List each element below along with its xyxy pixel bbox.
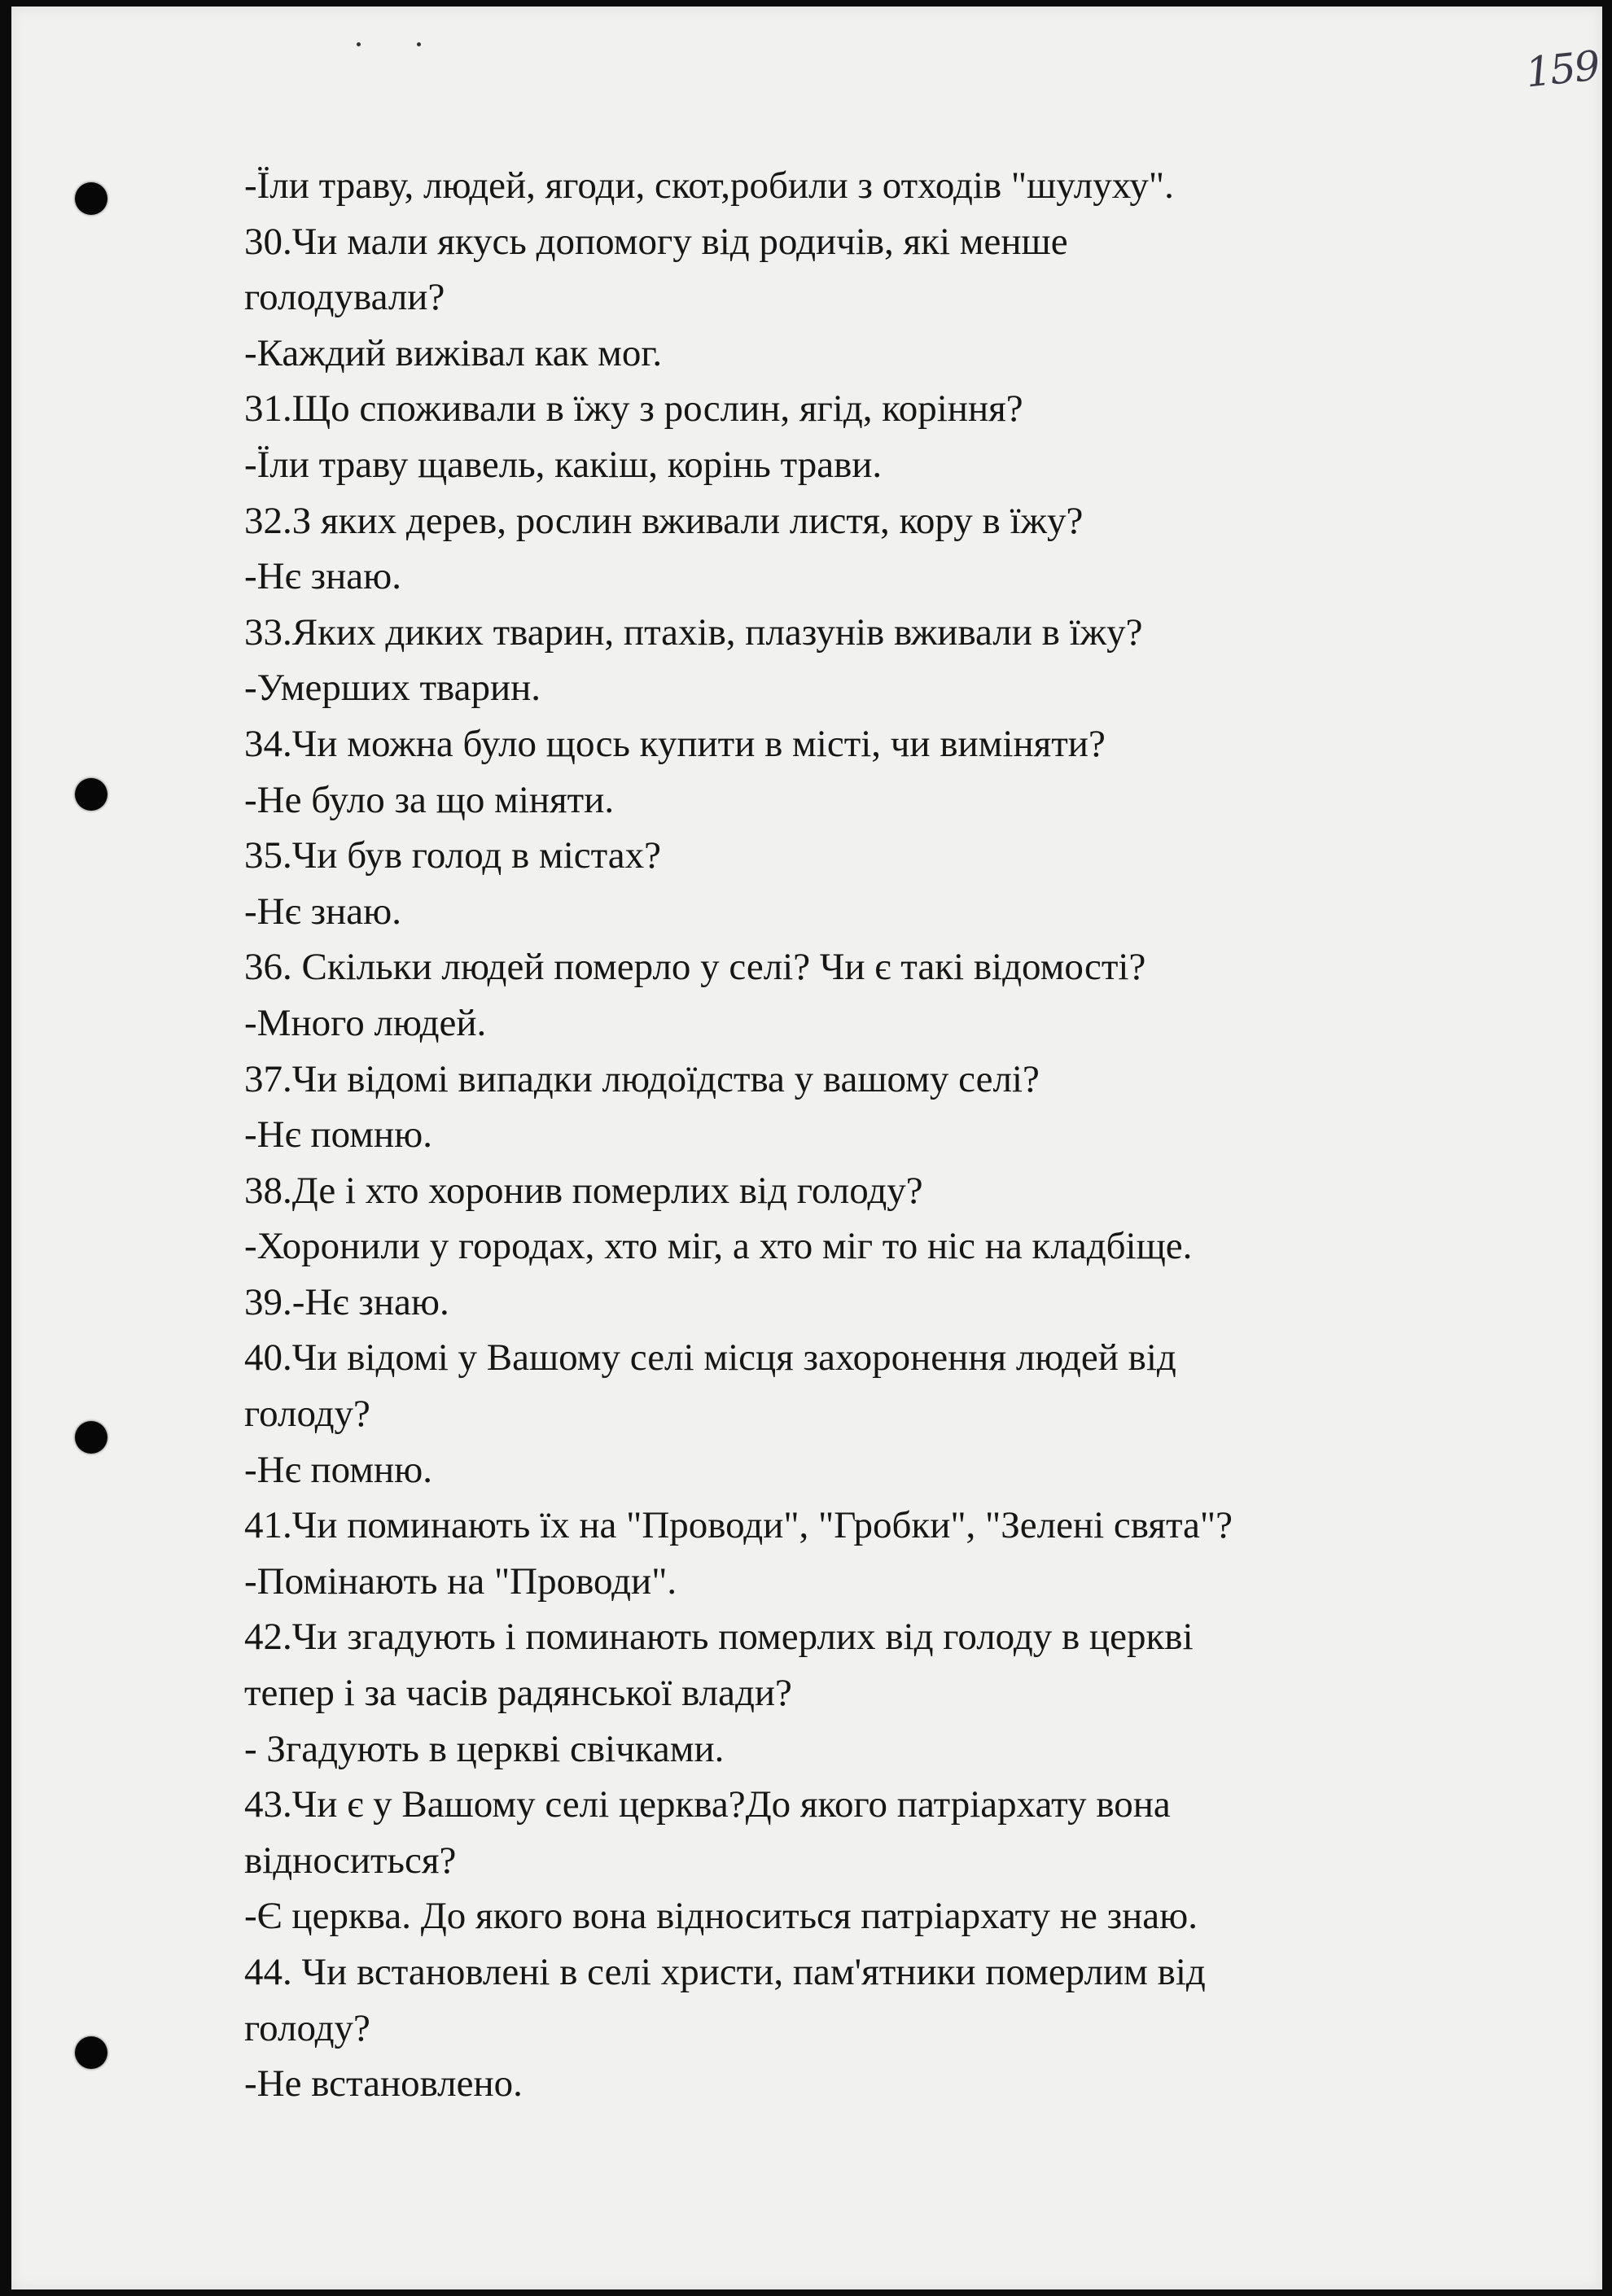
- text-line: -Каждий вижівал как мог.: [244, 331, 663, 374]
- text-line: -Много людей.: [244, 1001, 487, 1044]
- text-line: голодували?: [244, 276, 445, 319]
- text-line: 41.Чи поминають їх на "Проводи", "Гробки", "Зелені свята"?: [244, 1504, 1233, 1547]
- text-line: 39.-Нє знаю.: [244, 1280, 449, 1323]
- text-line: 42.Чи згадують і поминають померлих від голоду в церкві: [244, 1616, 1194, 1659]
- paper-speck: [417, 42, 421, 46]
- text-line: -Помінають на "Проводи".: [244, 1559, 677, 1603]
- text-line: 40.Чи відомі у Вашому селі місця захоронення людей від: [244, 1336, 1176, 1380]
- text-line: -Умерших тварин.: [244, 667, 541, 710]
- text-line: 33.Яких диких тварин, птахів, плазунів вживали в їжу?: [244, 610, 1143, 654]
- text-line: -Їли траву, людей, ягоди, скот,робили з отходів "шулуху".: [244, 164, 1174, 207]
- text-line: -Нє помню.: [244, 1448, 433, 1491]
- text-line: -Хоронили у городах, хто міг, а хто міг то ніс на кладбіще.: [244, 1225, 1193, 1268]
- text-line: -Нє знаю.: [244, 890, 401, 933]
- text-line: тепер і за часів радянської влади?: [244, 1672, 792, 1715]
- text-line: -Нє знаю.: [244, 555, 401, 598]
- text-line: 43.Чи є у Вашому селі церква?До якого патріархату вона: [244, 1783, 1171, 1826]
- text-line: 34.Чи можна було щось купити в місті, чи виміняти?: [244, 722, 1106, 765]
- text-line: 30.Чи мали якусь допомогу від родичів, які менше: [244, 220, 1068, 263]
- text-line: -Не було за що міняти.: [244, 778, 615, 821]
- paper-speck: [357, 42, 361, 46]
- text-line: 37.Чи відомі випадки людоїдства у вашому селі?: [244, 1057, 1040, 1100]
- text-line: 38.Де і хто хоронив померлих від голоду?: [244, 1169, 923, 1212]
- text-line: 35.Чи був голод в містах?: [244, 834, 661, 877]
- text-line: 36. Скільки людей померло у селі? Чи є такі відомості?: [244, 946, 1146, 989]
- document-page: [11, 7, 1602, 2289]
- handwritten-page-number: 159: [1523, 42, 1601, 97]
- punch-hole: [75, 182, 107, 215]
- text-line: голоду?: [244, 2006, 370, 2049]
- text-line: 44. Чи встановлені в селі христи, пам'ятники померлим від: [244, 1951, 1206, 1993]
- punch-hole: [75, 1421, 107, 1454]
- punch-hole: [75, 778, 107, 811]
- punch-hole: [75, 2036, 107, 2069]
- text-line: -Не встановлено.: [244, 2062, 523, 2106]
- text-line: голоду?: [244, 1393, 370, 1436]
- text-line: -Нє помню.: [244, 1113, 433, 1157]
- text-line: -Їли траву щавель, какіш, корінь трави.: [244, 443, 883, 486]
- interview-transcript: [244, 158, 1579, 2112]
- text-line: відноситься?: [244, 1839, 457, 1882]
- text-line: -Є церква. До якого вона відноситься патріархату не знаю.: [244, 1895, 1198, 1938]
- text-line: 31.Що споживали в їжу з рослин, ягід, коріння?: [244, 387, 1023, 431]
- text-line: 32.З яких дерев, рослин вживали листя, кору в їжу?: [244, 499, 1084, 542]
- text-line: - Згадують в церкві свічками.: [244, 1727, 725, 1770]
